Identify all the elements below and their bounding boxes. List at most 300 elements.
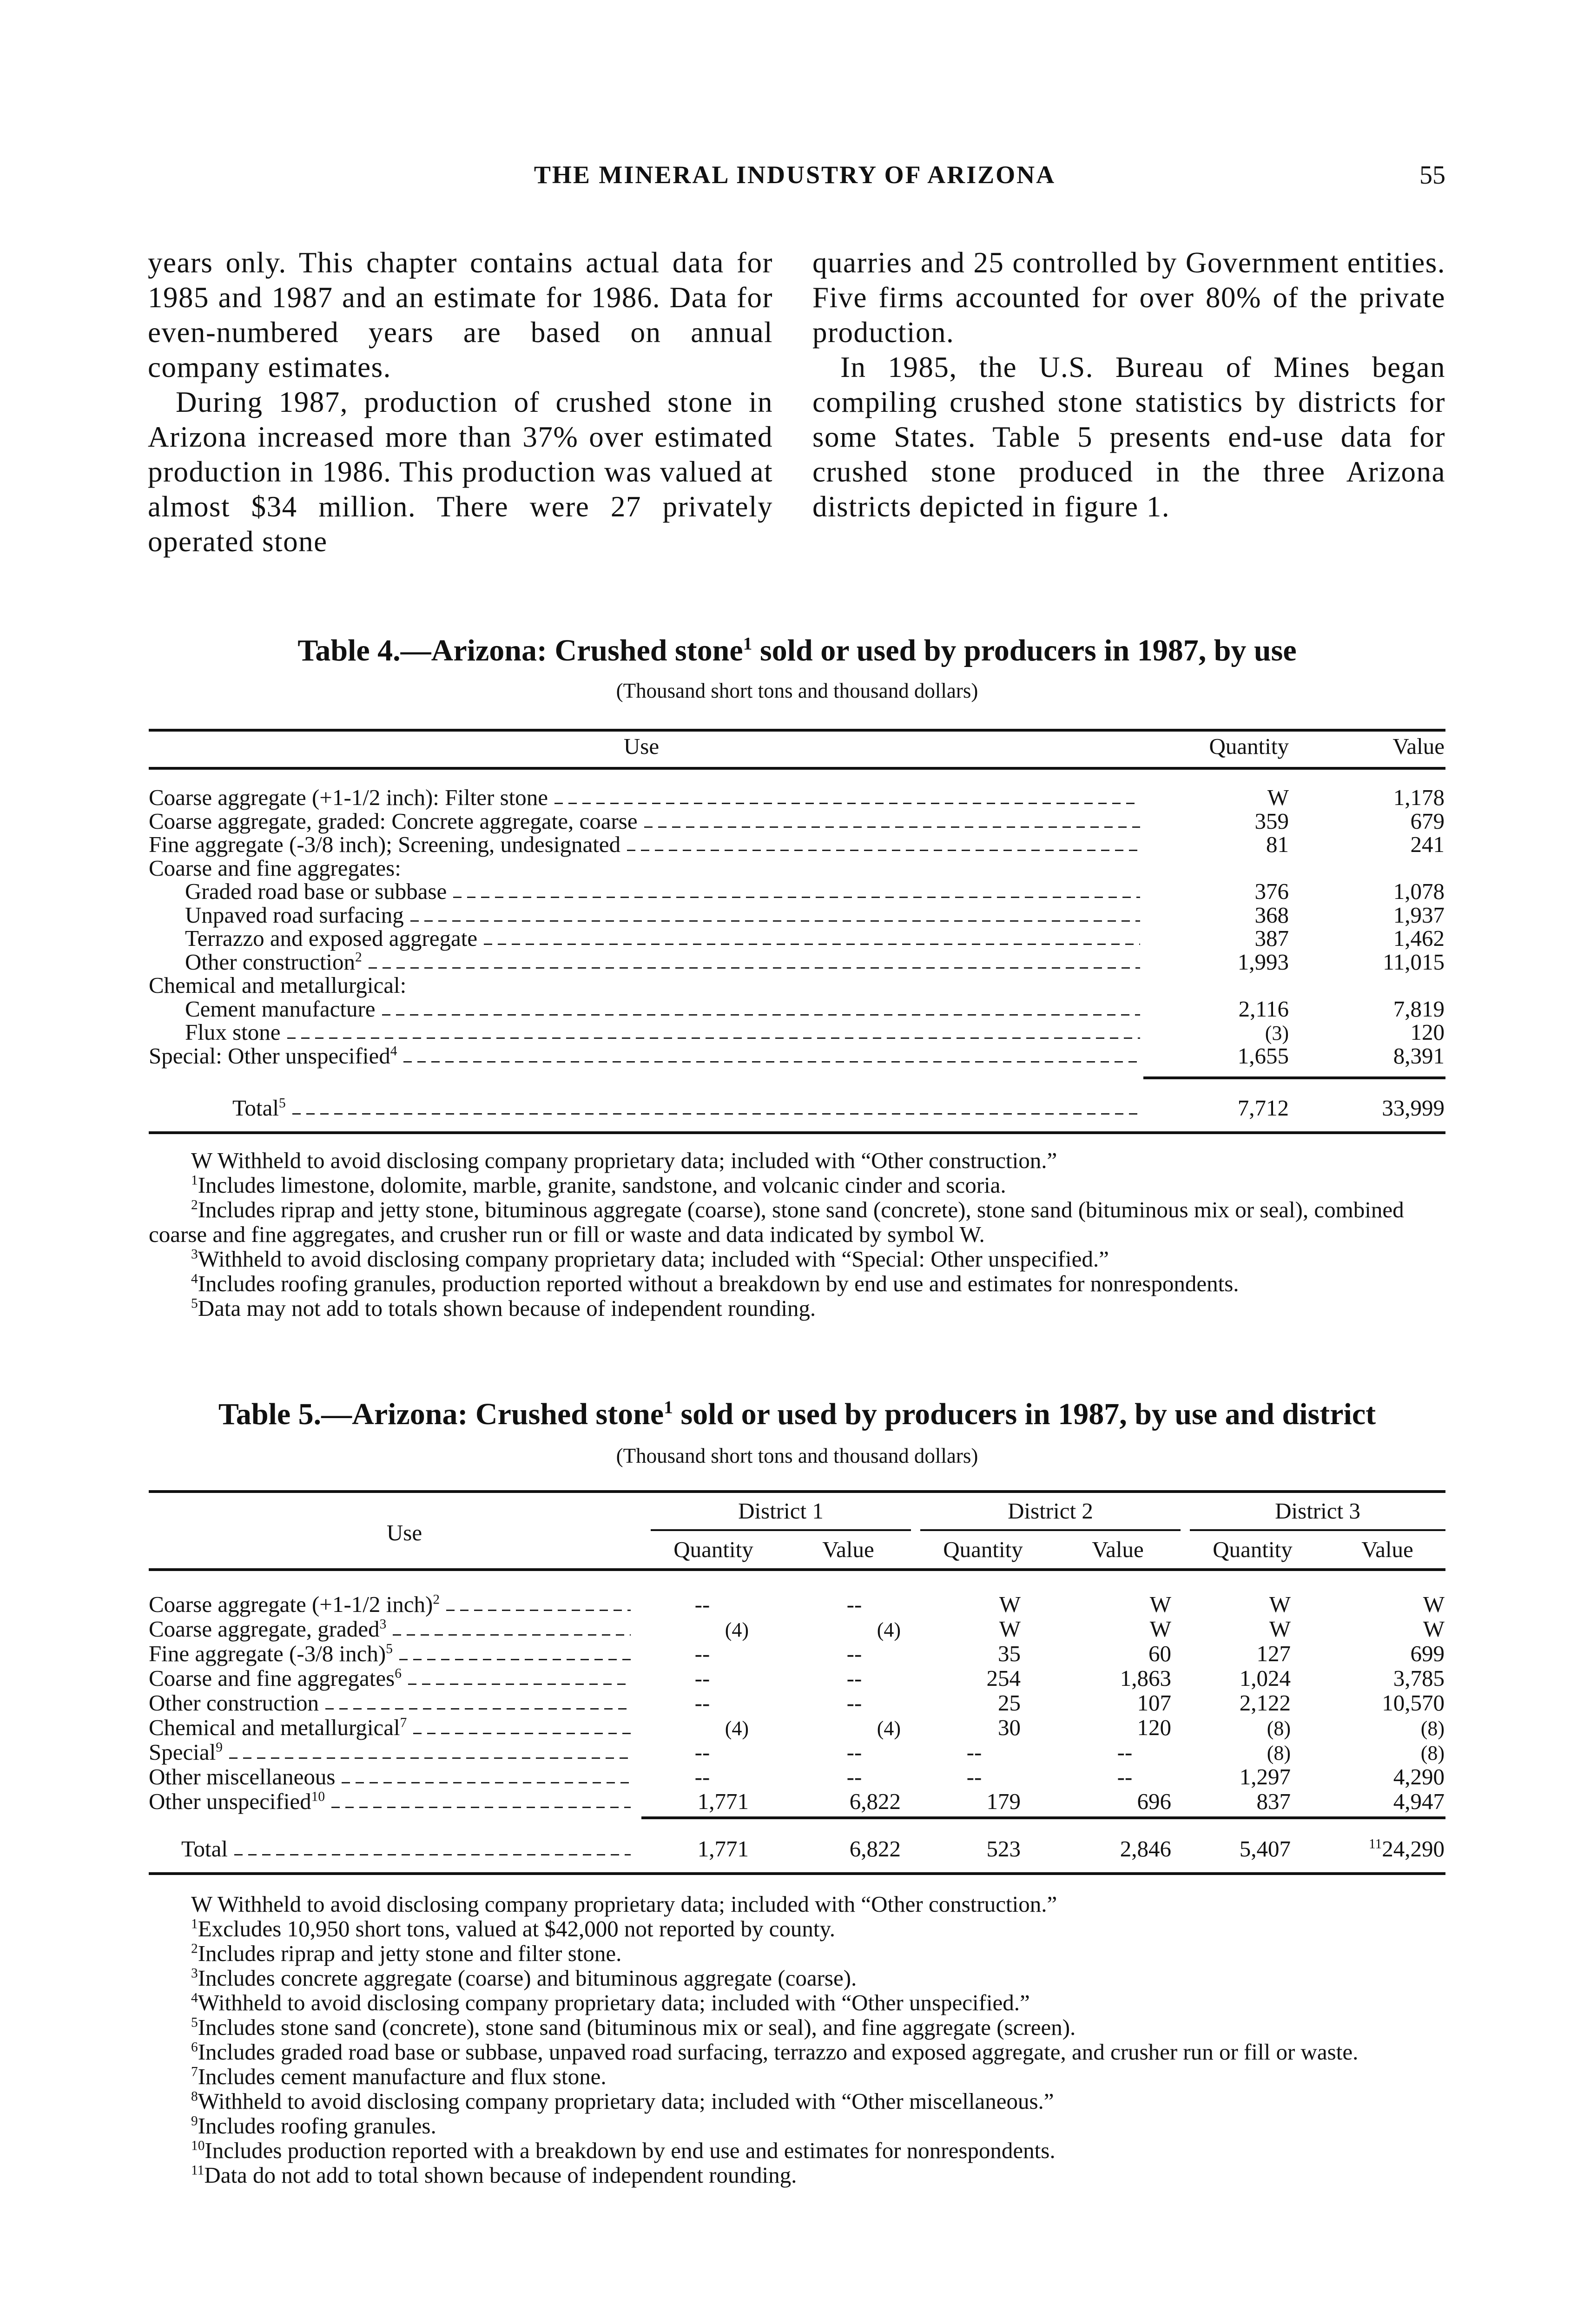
- table-rule: [1190, 1529, 1445, 1531]
- dot-leader: [484, 944, 1140, 945]
- footnote-mark: 5: [191, 2015, 198, 2030]
- dot-leader: [325, 1708, 631, 1710]
- column-header-value: Value: [1361, 1537, 1413, 1562]
- value-cell: [1032, 1592, 1171, 1617]
- total-value: [761, 1837, 901, 1861]
- row-label-wrap: [149, 856, 401, 880]
- row-label-text: Other unspecified: [149, 1789, 311, 1814]
- table-rule: [149, 767, 1445, 770]
- footnote-mark: 7: [191, 2064, 198, 2080]
- cell-text: 7,819: [1393, 996, 1445, 1022]
- row-label-text: Terrazzo and exposed aggregate: [185, 925, 478, 951]
- footnote-ref: 5: [279, 1096, 286, 1111]
- footnote: [149, 2113, 1445, 2138]
- value-cell: [1305, 786, 1445, 810]
- column-header-value: Value: [822, 1537, 874, 1562]
- cell-text: --: [846, 1591, 862, 1617]
- cell-text: 8,391: [1393, 1043, 1445, 1069]
- value-cell: [1305, 1617, 1445, 1641]
- dot-leader: [292, 1113, 1140, 1115]
- row-label-wrap: [149, 973, 406, 997]
- row-label-text: Cement manufacture: [185, 996, 376, 1022]
- footnote-ref: 7: [400, 1715, 407, 1730]
- value-cell: [1305, 1642, 1445, 1666]
- footnote-mark: 1: [191, 1173, 198, 1188]
- dot-leader: [644, 826, 1140, 828]
- dot-leader: [413, 1733, 631, 1734]
- value-cell: [1305, 1789, 1445, 1814]
- cell-text: --: [694, 1665, 710, 1691]
- cell-text: 4,947: [1393, 1789, 1445, 1814]
- footnote-text: Withheld to avoid disclosing company proprietary data; included with “Special: Other unspecified.”: [198, 1246, 1109, 1272]
- cell-text: W: [1269, 1591, 1291, 1617]
- value-cell: [1305, 1020, 1445, 1044]
- cell-text: 523: [986, 1836, 1021, 1862]
- dot-leader: [369, 967, 1140, 969]
- dot-leader: [554, 803, 1140, 804]
- column-header-quantity: Quantity: [1209, 733, 1289, 759]
- cell-text: 679: [1410, 808, 1445, 834]
- quantity-cell: [679, 1666, 726, 1690]
- value-cell: [1305, 832, 1445, 857]
- table-rule: [149, 729, 1445, 732]
- value-cell: [1305, 997, 1445, 1021]
- row-label-text: Total: [232, 1095, 279, 1121]
- quantity-cell: [1149, 879, 1289, 904]
- cell-text: 837: [1256, 1789, 1291, 1814]
- value-cell: [1305, 1740, 1445, 1765]
- footnote-mark: 2: [191, 1197, 198, 1213]
- quantity-cell: [1151, 1716, 1291, 1741]
- cell-text: 241: [1410, 832, 1445, 857]
- cell-text: 2,116: [1238, 996, 1289, 1022]
- footnote-mark: 9: [191, 2113, 198, 2129]
- value-cell: [761, 1716, 901, 1741]
- footnote: [149, 1296, 1445, 1320]
- footnote: [149, 1916, 1445, 1941]
- cell-text: 11,015: [1383, 949, 1445, 975]
- row-label-text: Chemical and metallurgical: [149, 1715, 400, 1740]
- table4-title: [149, 633, 1445, 668]
- quantity-cell: [1149, 950, 1289, 974]
- cell-text: 2,846: [1120, 1836, 1171, 1862]
- cell-text: 1,771: [697, 1836, 749, 1862]
- title-text: sold or used by producers in 1987, by use and district: [673, 1397, 1376, 1431]
- cell-text: --: [1117, 1739, 1133, 1765]
- row-label-text: Special: [149, 1739, 216, 1765]
- cell-text: W: [1149, 1591, 1171, 1617]
- quantity-cell: [1149, 926, 1289, 951]
- cell-text: --: [1117, 1764, 1133, 1789]
- quantity-cell: [1151, 1691, 1291, 1715]
- cell-text: (4): [725, 1717, 749, 1740]
- footnote: [149, 1941, 1445, 1966]
- value-cell: [1032, 1716, 1171, 1740]
- quantity-cell: [881, 1789, 1021, 1814]
- row-label-wrap: [185, 950, 362, 974]
- cell-text: (4): [877, 1717, 901, 1740]
- table-rule: [149, 1568, 1445, 1571]
- dot-leader: [287, 1037, 1140, 1039]
- footnote-ref: 2: [433, 1592, 440, 1607]
- cell-text: 1,024: [1239, 1665, 1291, 1691]
- quantity-cell: [881, 1642, 1021, 1666]
- cell-text: --: [846, 1690, 862, 1716]
- dot-leader: [382, 1014, 1140, 1016]
- row-label-wrap: [149, 786, 548, 810]
- cell-text: 1,863: [1120, 1665, 1171, 1691]
- row-label-text: Chemical and metallurgical:: [149, 972, 407, 998]
- value-cell: [1305, 903, 1445, 927]
- footnote-mark: 8: [191, 2089, 198, 2104]
- cell-text: 699: [1410, 1641, 1445, 1666]
- row-label: [149, 1765, 631, 1789]
- value-cell: [831, 1666, 878, 1690]
- cell-text: --: [694, 1690, 710, 1716]
- row-label-text: Special: Other unspecified: [149, 1043, 390, 1069]
- cell-text: (8): [1267, 1717, 1291, 1740]
- value-cell: [1305, 879, 1445, 904]
- footnote: [149, 1966, 1445, 1990]
- footnote-text: Includes cement manufacture and flux stone.: [198, 2064, 607, 2089]
- column-header-use: Use: [386, 1520, 422, 1545]
- cell-text: --: [846, 1739, 862, 1765]
- column-header-quantity: Quantity: [673, 1537, 753, 1562]
- row-label-wrap: [149, 832, 620, 857]
- paragraph: In 1985, the U.S. Bureau of Mines began compiling crushed stone statistics by districts for some States. Table 5 presents end-use data for crushed stone produced in the three Arizona districts depicted in figure 1.: [812, 351, 1445, 523]
- cell-text: 35: [998, 1641, 1021, 1666]
- footnote: [149, 2163, 1445, 2187]
- footnote-ref: 3: [379, 1617, 387, 1632]
- footnote: [149, 1247, 1445, 1271]
- cell-text: 1,771: [697, 1789, 749, 1814]
- cell-text: 30: [998, 1715, 1021, 1740]
- value-cell: [1032, 1642, 1171, 1666]
- quantity-cell: [679, 1740, 726, 1764]
- quantity-cell: [1149, 997, 1289, 1021]
- body-column-left: [148, 245, 773, 559]
- district-header: District 2: [1008, 1498, 1093, 1524]
- dot-leader: [234, 1854, 631, 1855]
- cell-text: 127: [1256, 1641, 1291, 1666]
- footnote-text: Withheld to avoid disclosing company proprietary data; included with “Other miscellaneous.”: [198, 2088, 1054, 2114]
- cell-text: --: [694, 1591, 710, 1617]
- quantity-cell: [1151, 1592, 1291, 1617]
- footnote-text: Includes limestone, dolomite, marble, granite, sandstone, and volcanic cinder and scoria.: [198, 1172, 1006, 1198]
- footnote-text: W Withheld to avoid disclosing company proprietary data; included with “Other construction.”: [191, 1148, 1057, 1173]
- footnote-text: Includes riprap and jetty stone, bituminous aggregate (coarse), stone sand (concrete), stone sand (bituminous mix or seal), combined coarse and fine aggregates, and crusher run or fill or waste and data indicated by symbol W.: [149, 1197, 1404, 1247]
- row-label: [185, 903, 1140, 927]
- column-header-quantity: Quantity: [1213, 1537, 1293, 1562]
- value-cell: [831, 1592, 878, 1617]
- cell-text: 7,712: [1237, 1095, 1289, 1121]
- value-cell: [1305, 950, 1445, 974]
- cell-text: 387: [1254, 925, 1289, 951]
- cell-text: 3,785: [1393, 1665, 1445, 1691]
- cell-text: (4): [877, 1618, 901, 1641]
- footnote: [149, 2089, 1445, 2113]
- total-value: [1305, 1837, 1445, 1861]
- title-text: Table 4.—Arizona: Crushed stone: [297, 634, 743, 667]
- page-number: 55: [1419, 161, 1445, 190]
- quantity-cell: [679, 1592, 726, 1617]
- cell-text: 1,655: [1237, 1043, 1289, 1069]
- footnote-mark: 11: [191, 2163, 205, 2178]
- row-label-wrap: [149, 1691, 319, 1715]
- row-label-wrap: [149, 1716, 407, 1740]
- footnote-ref: 6: [395, 1666, 402, 1681]
- cell-text: 6,822: [849, 1836, 901, 1862]
- value-cell: [831, 1740, 878, 1764]
- total-quantity: [609, 1837, 749, 1861]
- cell-text: 6,822: [849, 1789, 901, 1814]
- table-rule: [1143, 1076, 1445, 1079]
- footnote-ref: 4: [390, 1043, 397, 1058]
- cell-text: 107: [1137, 1690, 1171, 1716]
- cell-text: W: [1149, 1616, 1171, 1642]
- quantity-cell: [1149, 1020, 1289, 1045]
- cell-text: 1,993: [1237, 949, 1289, 975]
- total-quantity: [881, 1837, 1021, 1861]
- row-label: [149, 1642, 631, 1666]
- footnote: [149, 1271, 1445, 1296]
- row-label: [149, 973, 1140, 997]
- cell-text: --: [694, 1641, 710, 1666]
- cell-text: W: [999, 1591, 1021, 1617]
- footnote-ref: 9: [216, 1740, 223, 1755]
- row-label-wrap: [185, 997, 376, 1021]
- value-cell: [1305, 1666, 1445, 1690]
- row-label: [181, 1837, 631, 1861]
- row-label-wrap: [149, 809, 638, 833]
- total-quantity: [1149, 1096, 1289, 1120]
- dot-leader: [410, 920, 1140, 922]
- row-label-text: Coarse aggregate (+1-1/2 inch): [149, 1591, 433, 1617]
- cell-text: 4,290: [1393, 1764, 1445, 1789]
- dot-leader: [393, 1634, 631, 1636]
- quantity-cell: [951, 1740, 997, 1764]
- dot-leader: [403, 1061, 1140, 1063]
- cell-text: --: [694, 1739, 710, 1765]
- cell-text: W: [1423, 1591, 1445, 1617]
- cell-text: 254: [986, 1665, 1021, 1691]
- district-header: District 3: [1275, 1498, 1360, 1524]
- running-title: THE MINERAL INDUSTRY OF ARIZONA: [534, 161, 1056, 189]
- quantity-cell: [1151, 1789, 1291, 1814]
- row-label-wrap: [149, 1740, 223, 1764]
- column-header-quantity: Quantity: [943, 1537, 1023, 1562]
- footnote-text: Includes graded road base or subbase, unpaved road surfacing, terrazzo and exposed aggregate, and crusher run or fill or waste.: [198, 2039, 1359, 2065]
- footnote-mark: 5: [191, 1296, 198, 1311]
- value-cell: [831, 1765, 878, 1789]
- value-cell: [1032, 1691, 1171, 1715]
- row-label: [185, 879, 1140, 904]
- table-rule: [920, 1529, 1181, 1531]
- row-label-wrap: [149, 1642, 393, 1666]
- cell-text: (3): [1265, 1022, 1289, 1044]
- quantity-cell: [679, 1642, 726, 1666]
- cell-text: --: [846, 1764, 862, 1789]
- footnote: [149, 1990, 1445, 2015]
- cell-text: --: [966, 1764, 982, 1789]
- cell-text: 33,999: [1382, 1095, 1445, 1121]
- dot-leader: [229, 1757, 631, 1759]
- footnote-text: Includes riprap and jetty stone and filter stone.: [198, 1941, 622, 1966]
- quantity-cell: [951, 1765, 997, 1789]
- footnote-text: Includes roofing granules.: [198, 2113, 436, 2139]
- cell-text: 10,570: [1382, 1690, 1445, 1716]
- quantity-cell: [1151, 1740, 1291, 1765]
- footnote-text: Data do not add to total shown because of independent rounding.: [204, 2162, 797, 2188]
- row-label: [149, 1592, 631, 1617]
- quantity-cell: [679, 1691, 726, 1715]
- row-label-text: Graded road base or subbase: [185, 878, 447, 904]
- footnote-mark: 4: [191, 1990, 198, 2006]
- total-quantity: [1151, 1837, 1291, 1861]
- dot-leader: [453, 897, 1140, 898]
- dot-leader: [408, 1684, 631, 1685]
- value-cell: [1305, 1044, 1445, 1068]
- row-label: [185, 926, 1140, 951]
- footnote: [149, 1173, 1445, 1197]
- quantity-cell: [1149, 809, 1289, 833]
- footnote-mark: 3: [191, 1966, 198, 1981]
- quantity-cell: [679, 1765, 726, 1789]
- row-label-text: Fine aggregate (-3/8 inch); Screening, undesignated: [149, 832, 621, 857]
- cell-text: 120: [1410, 1019, 1445, 1045]
- row-label-wrap: [149, 1666, 402, 1690]
- cell-text: W: [1423, 1616, 1445, 1642]
- footnote-text: Includes stone sand (concrete), stone sand (bituminous mix or seal), and fine aggregate (screen).: [198, 2014, 1076, 2040]
- footnote: [149, 2015, 1445, 2040]
- dot-leader: [627, 850, 1140, 851]
- quantity-cell: [609, 1716, 749, 1741]
- quantity-cell: [1149, 786, 1289, 810]
- cell-text: 5,407: [1239, 1836, 1291, 1862]
- value-cell: [761, 1617, 901, 1642]
- value-cell: [831, 1691, 878, 1715]
- row-label: [149, 1617, 631, 1641]
- cell-text: 368: [1254, 902, 1289, 928]
- cell-text: 376: [1254, 878, 1289, 904]
- value-cell: [1305, 926, 1445, 951]
- row-label: [149, 1666, 631, 1690]
- value-cell: [1032, 1617, 1171, 1641]
- dot-leader: [399, 1659, 631, 1660]
- row-label-text: Coarse and fine aggregates: [149, 1665, 395, 1691]
- row-label-text: Fine aggregate (-3/8 inch): [149, 1641, 386, 1666]
- quantity-cell: [1151, 1642, 1291, 1666]
- paragraph: During 1987, production of crushed stone in Arizona increased more than 37% over estimated production in 1986. This production was valued at almost $34 million. There were 27 privately operated stone: [148, 386, 773, 558]
- footnote-text: Withheld to avoid disclosing company proprietary data; included with “Other unspecified.”: [198, 1990, 1030, 2015]
- cell-text: 24,290: [1382, 1836, 1445, 1862]
- footnote-ref: 2: [355, 949, 362, 964]
- cell-text: --: [966, 1739, 982, 1765]
- row-label-text: Coarse aggregate, graded: Concrete aggregate, coarse: [149, 808, 638, 834]
- cell-text: --: [694, 1764, 710, 1789]
- row-label-wrap: [185, 926, 477, 951]
- footnote: [149, 1197, 1445, 1247]
- cell-text: (8): [1420, 1717, 1445, 1740]
- cell-text: 81: [1266, 832, 1289, 857]
- footnote-mark: 6: [191, 2040, 198, 2055]
- row-label-text: Flux stone: [185, 1019, 281, 1045]
- table-rule: [651, 1529, 911, 1531]
- row-label-wrap: [232, 1096, 286, 1120]
- quantity-cell: [881, 1592, 1021, 1617]
- table5-title: [149, 1397, 1445, 1432]
- cell-text: W: [1269, 1616, 1291, 1642]
- row-label-wrap: [185, 1020, 281, 1044]
- row-label: [149, 856, 1140, 880]
- row-label-text: Coarse aggregate (+1-1/2 inch): Filter stone: [149, 785, 548, 810]
- footnote-ref: 11: [1368, 1836, 1382, 1852]
- value-cell: [1305, 1765, 1445, 1789]
- row-label: [149, 786, 1140, 810]
- row-label-wrap: [185, 879, 447, 904]
- column-header-use: Use: [623, 733, 660, 759]
- column-header-value: Value: [1092, 1537, 1144, 1562]
- table5-subtitle: (Thousand short tons and thousand dollars): [616, 1444, 978, 1467]
- value-cell: [1305, 809, 1445, 833]
- footnote-mark: 10: [191, 2138, 205, 2153]
- row-label-text: Other miscellaneous: [149, 1764, 336, 1789]
- table-rule: [149, 1490, 1445, 1493]
- quantity-cell: [881, 1716, 1021, 1740]
- cell-text: W: [999, 1616, 1021, 1642]
- title-text: Table 5.—Arizona: Crushed stone: [218, 1397, 664, 1431]
- quantity-cell: [1151, 1765, 1291, 1789]
- cell-text: 1,178: [1393, 785, 1445, 810]
- row-label: [149, 1789, 631, 1814]
- footnote-ref: 5: [386, 1641, 393, 1657]
- title-text: sold or used by producers in 1987, by use: [752, 634, 1297, 667]
- row-label: [149, 1044, 1140, 1068]
- footnote-mark: 4: [191, 1271, 198, 1287]
- value-cell: [1032, 1789, 1171, 1814]
- row-label: [149, 1740, 631, 1764]
- cell-text: 2,122: [1239, 1690, 1291, 1716]
- footnote-text: W Withheld to avoid disclosing company proprietary data; included with “Other construction.”: [191, 1891, 1057, 1917]
- column-header-value: Value: [1392, 733, 1445, 759]
- table-rule: [149, 1872, 1445, 1875]
- row-label-wrap: [149, 1592, 440, 1617]
- row-label-wrap: [149, 1044, 397, 1068]
- table-rule: [641, 1816, 1445, 1819]
- cell-text: --: [846, 1641, 862, 1666]
- row-label-wrap: [149, 1617, 386, 1641]
- cell-text: 1,297: [1239, 1764, 1291, 1789]
- value-cell: [1305, 1716, 1445, 1741]
- value-cell: [1102, 1740, 1148, 1764]
- footnote: [149, 1148, 1445, 1173]
- value-cell: [1305, 1592, 1445, 1617]
- table4-footnotes: [149, 1148, 1445, 1320]
- row-label-text: Coarse and fine aggregates:: [149, 855, 401, 881]
- footnote-ref: 1: [743, 633, 752, 654]
- quantity-cell: [1149, 903, 1289, 927]
- footnote-text: Includes production reported with a breakdown by end use and estimates for nonrespondents.: [205, 2138, 1056, 2163]
- total-value: [1032, 1837, 1171, 1861]
- footnote-mark: 2: [191, 1941, 198, 1956]
- value-cell: [1102, 1765, 1148, 1789]
- footnote-text: Includes concrete aggregate (coarse) and bituminous aggregate (coarse).: [198, 1965, 857, 1991]
- row-label-text: Other construction: [185, 949, 356, 975]
- footnote-ref: 1: [664, 1397, 673, 1418]
- body-column-right: [812, 245, 1445, 524]
- district-header: District 1: [738, 1498, 824, 1524]
- quantity-cell: [609, 1617, 749, 1642]
